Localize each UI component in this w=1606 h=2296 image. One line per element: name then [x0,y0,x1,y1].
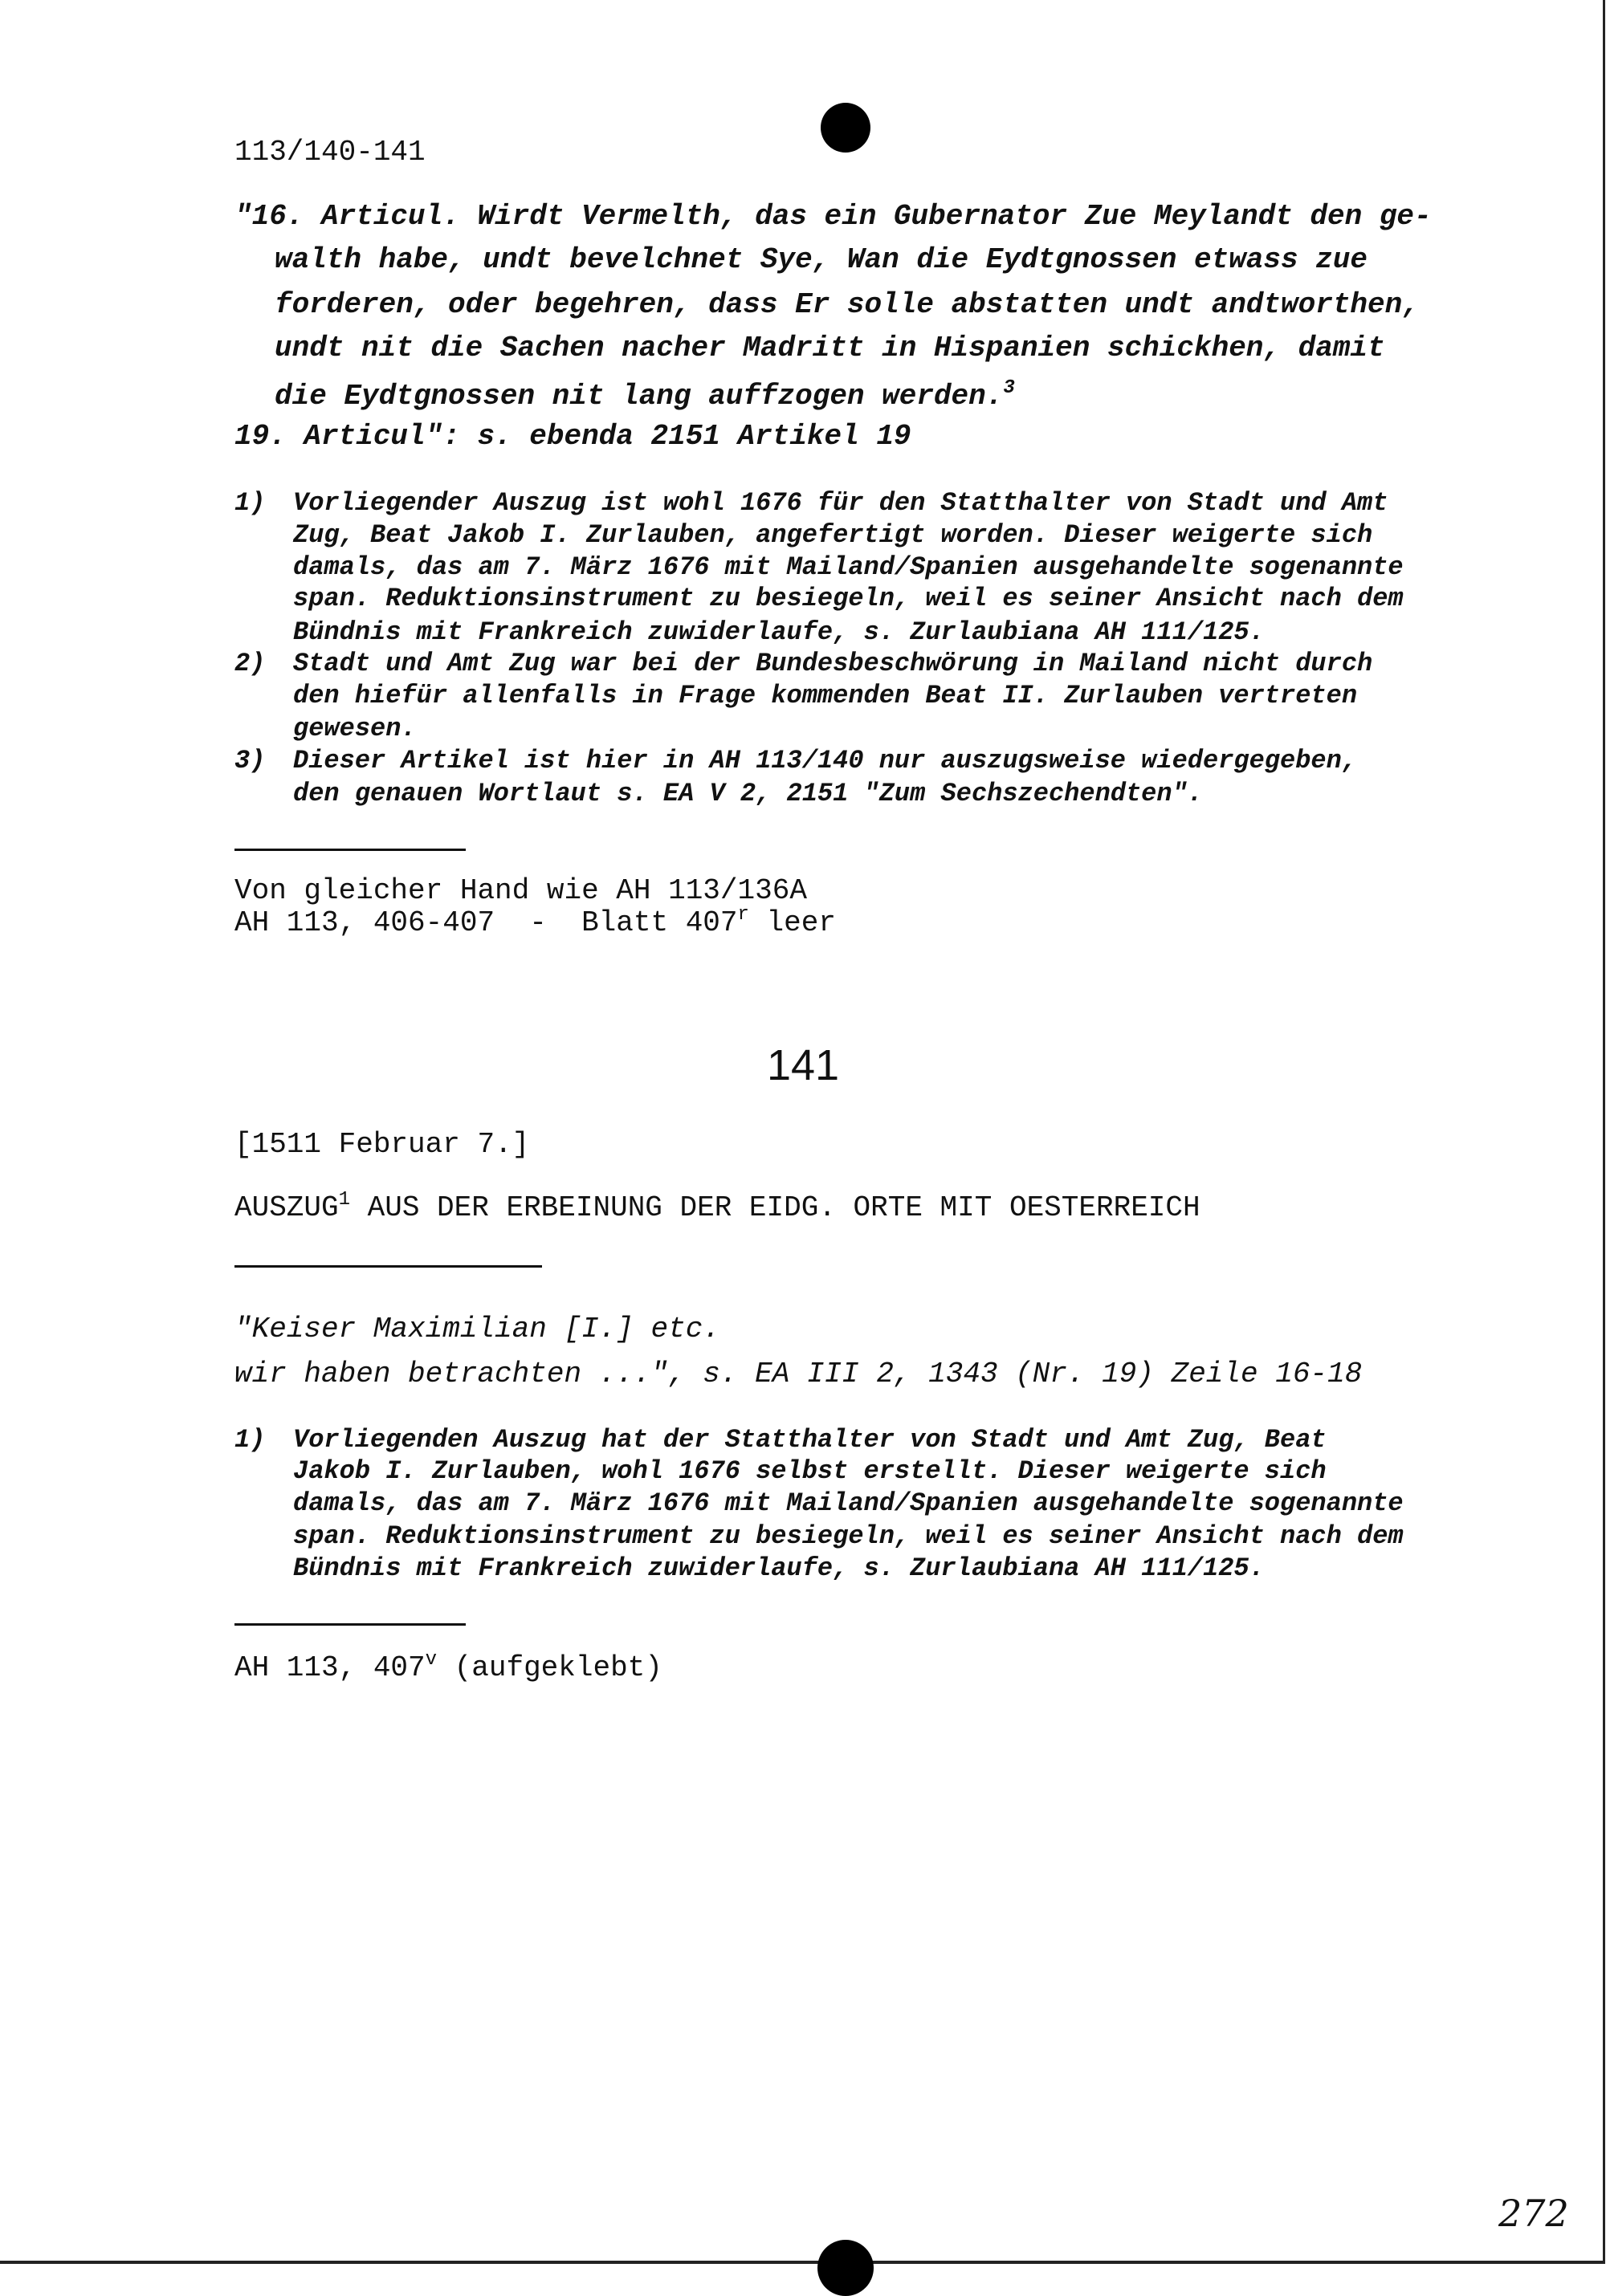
footnote-line: damals, das am 7. März 1676 mit Mailand/Spanien ausgehandelte sogenannte [293,1488,1404,1518]
footnote-line: Vorliegenden Auszug hat der Statthalter von Stadt und Amt Zug, Beat [293,1425,1327,1455]
separator-rule [234,1265,542,1268]
handwritten-page-number: 272 [1498,2192,1569,2235]
title-text: AUSZUG [234,1191,339,1224]
article-line: forderen, oder begehren, dass Er solle abstatten undt andtworthen, [275,288,1420,321]
footnote-line: den hiefür allenfalls in Frage kommenden Beat II. Zurlauben vertreten [293,681,1358,710]
source-text: leer [748,906,836,939]
footnote-line: damals, das am 7. März 1676 mit Mailand/Spanien ausgehandelte sogenannte [293,552,1404,582]
source-note [234,906,836,938]
source-text: AH 113, 406-407 - Blatt 407 [234,906,738,939]
quote-line: wir haben betrachten ...", s. EA III 2, 1343 (Nr. 19) Zeile 16-18 [234,1358,1363,1390]
source-text: AH 113, 407 [234,1651,426,1684]
article-line-text: die Eydtgnossen nit lang auffzogen werden. [275,380,1004,413]
footnote-line: gewesen. [293,714,417,743]
punch-hole-mark-bottom [817,2240,874,2296]
recto-mark: r [737,904,749,926]
article-line: walth habe, undt bevelchnet Sye, Wan die Eydtgnossen etwass zue [275,243,1368,276]
source-text: (aufgeklebt) [437,1651,662,1684]
footnote-line: Bündnis mit Frankreich zuwiderlaufe, s. Zurlaubiana AH 111/125. [293,617,1265,647]
article-line: "16. Articul. Wirdt Vermelth, das ein Gubernator Zue Meylandt den ge- [234,200,1432,233]
source-note: Von gleicher Hand wie AH 113/136A [234,874,807,907]
footnote-line: span. Reduktionsinstrument zu besiegeln, weil es seiner Ansicht nach dem [293,1521,1404,1551]
footnote-number: 3) [234,746,266,776]
entry-number: 141 [766,1041,840,1089]
footnote-number: 1) [234,488,266,518]
footnote-number: 1) [234,1425,266,1455]
article-line [275,379,1015,411]
article-19-reference: 19. Articul": s. ebenda 2151 Artikel 19 [234,420,911,453]
verso-mark: v [425,1649,438,1671]
entry-title [234,1191,1200,1223]
footnote-line: span. Reduktionsinstrument zu besiegeln, weil es seiner Ansicht nach dem [293,584,1404,613]
quote-line: "Keiser Maximilian [I.] etc. [234,1313,720,1345]
footnote-number: 2) [234,649,266,678]
footnote-line: Bündnis mit Frankreich zuwiderlaufe, s. Zurlaubiana AH 111/125. [293,1553,1265,1583]
document-reference: 113/140-141 [234,136,426,169]
footnote-line: den genauen Wortlaut s. EA V 2, 2151 "Zum Sechszechendten". [293,779,1203,808]
footnote-line: Zug, Beat Jakob I. Zurlauben, angefertigt worden. Dieser weigerte sich [293,520,1373,550]
separator-rule [234,1623,466,1626]
article-line: undt nit die Sachen nacher Madritt in Hispanien schickhen, damit [275,332,1385,364]
entry-date: [1511 Februar 7.] [234,1128,530,1161]
footnote-line: Stadt und Amt Zug war bei der Bundesbeschwörung in Mailand nicht durch [293,649,1373,678]
footnote-mark: 3 [1003,377,1015,399]
punch-hole-mark [821,103,870,153]
footnote-line: Jakob I. Zurlauben, wohl 1676 selbst erstellt. Dieser weigerte sich [293,1456,1327,1486]
separator-rule [234,849,466,851]
source-note [234,1651,662,1683]
title-text: AUS DER ERBEINUNG DER EIDG. ORTE MIT OESTERREICH [350,1191,1200,1224]
footnote-mark: 1 [338,1189,351,1211]
footnote-line: Vorliegender Auszug ist wohl 1676 für den Statthalter von Stadt und Amt [293,488,1388,518]
footnote-line: Dieser Artikel ist hier in AH 113/140 nur auszugsweise wiedergegeben, [293,746,1358,776]
